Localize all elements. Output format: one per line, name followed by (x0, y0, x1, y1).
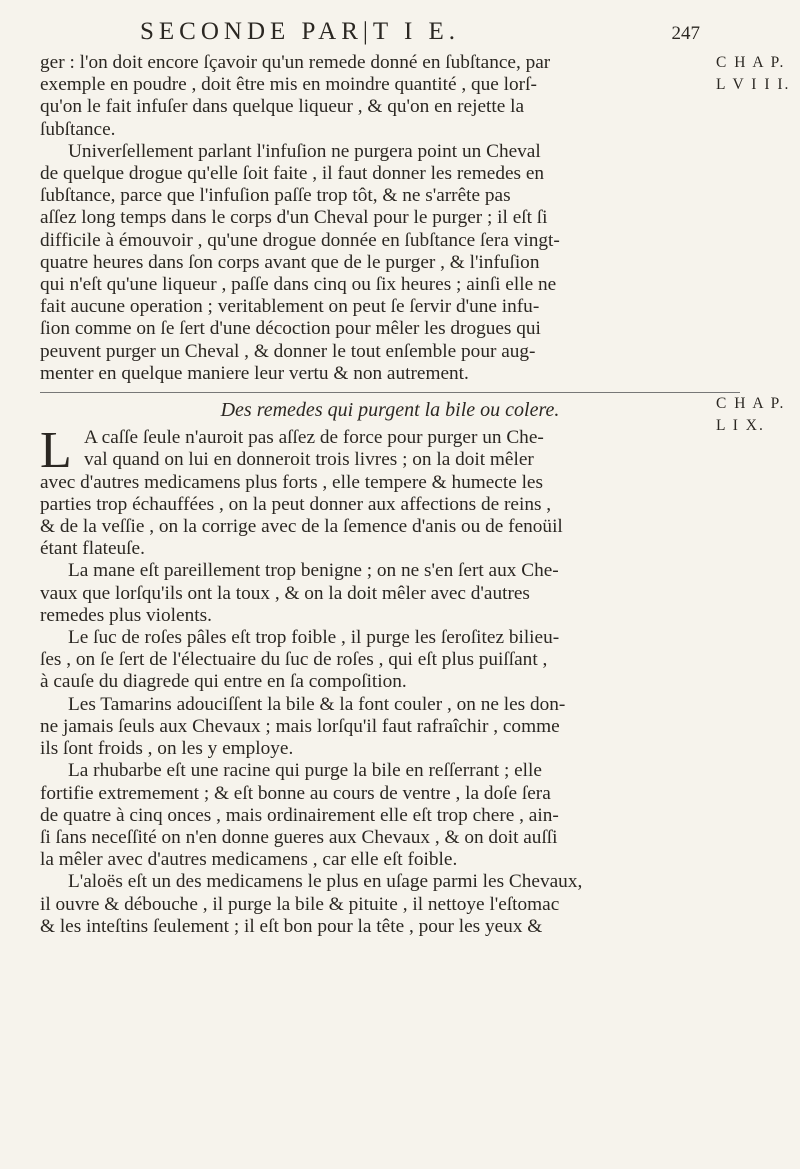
text-line: ſubſtance. (40, 118, 116, 140)
text-line: de quelque drogue qu'elle ſoit faite , il faut donner les remedes en (40, 163, 545, 185)
text-line: ſes , on ſe ſert de l'électuaire du ſuc de roſes , qui eſt plus puiſſant , (40, 649, 548, 671)
margin-note-chapter-58: C H A P. L V I I I. (716, 54, 791, 93)
text-line: étant flateuſe. (40, 538, 145, 560)
drop-cap: L (40, 422, 72, 480)
paragraph-8 (40, 871, 740, 938)
text-line: qui n'eſt qu'une liqueur , paſſe dans cinq ou ſix heures ; ainſi elle ne (40, 274, 557, 296)
text-line: menter en quelque maniere leur vertu & non autrement. (40, 362, 469, 384)
text-line: La mane eſt pareillement trop benigne ; on ne s'en ſert aux Che- (68, 560, 559, 582)
paragraph-5 (40, 627, 740, 694)
text-line: la mêler avec d'autres medicamens , car elle eſt foible. (40, 849, 458, 871)
text-line: Univerſellement parlant l'infuſion ne purgera point un Cheval (68, 140, 541, 162)
text-line: & de la veſſie , on la corrige avec de la ſemence d'anis ou de fenoüil (40, 516, 563, 538)
running-title: SECONDE PAR|T I E. (140, 18, 461, 45)
text-line: Le ſuc de roſes pâles eſt trop foible , il purge les ſeroſitez bilieu- (68, 627, 560, 649)
text-line: parties trop échauffées , on la peut donner aux affections de reins , (40, 493, 552, 515)
section-heading: Des remedes qui purgent la bile ou colere. (220, 399, 560, 422)
margin-note-chapter-59: C H A P. L I X. (716, 395, 786, 434)
section-divider (40, 392, 740, 393)
paragraph-4 (40, 560, 740, 627)
text-line: peuvent purger un Cheval , & donner le tout enſemble pour aug- (40, 340, 536, 362)
text-line: fait aucune operation ; veritablement on peut ſe ſervir d'une infu- (40, 296, 540, 318)
text-line: exemple en poudre , doit être mis en moindre quantité , que lorſ- (40, 74, 537, 96)
text-line: vaux que lorſqu'ils ont la toux , & on la doit mêler avec d'autres (40, 582, 530, 604)
text-line: L'aloës eſt un des medicamens le plus en uſage parmi les Chevaux, (68, 871, 583, 893)
text-line: A caſſe ſeule n'auroit pas aſſez de force pour purger un Che- (84, 427, 544, 449)
text-line: avec d'autres medicamens plus forts , elle tempere & humecte les (40, 471, 543, 493)
text-line: ſubſtance, parce que l'infuſion paſſe trop tôt, & ne s'arrête pas (40, 185, 511, 207)
text-line: quatre heures dans ſon corps avant que de le purger , & l'infuſion (40, 251, 540, 273)
text-line: de quatre à cinq onces , mais ordinairement elle eſt trop chere , ain- (40, 804, 559, 826)
text-line: ſi ſans neceſſité on n'en donne gueres aux Chevaux , & on doit auſſi (40, 826, 558, 848)
text-line: fortifie extremement ; & eſt bonne au cours de ventre , la doſe ſera (40, 782, 551, 804)
text-line: val quand on lui en donneroit trois livres ; on la doit mêler (84, 449, 534, 471)
text-line: qu'on le fait infuſer dans quelque liqueur , & qu'on en rejette la (40, 96, 525, 118)
text-line: remedes plus violents. (40, 604, 212, 626)
page-header (140, 18, 700, 46)
text-line: ſion comme on ſe ſert d'une décoction pour mêler les drogues qui (40, 318, 541, 340)
paragraph-7 (40, 760, 740, 871)
text-line: ne jamais ſeuls aux Chevaux ; mais lorſqu'il faut rafraîchir , comme (40, 715, 560, 737)
paragraph-2 (40, 141, 740, 385)
paragraph-3 (40, 422, 740, 560)
text-line: & les inteſtins ſeulement ; il eſt bon pour la tête , pour les yeux & (40, 915, 543, 937)
text-line: ils ſont froids , on les y employe. (40, 738, 294, 760)
text-line: ger : l'on doit encore ſçavoir qu'un remede donné en ſubſtance, par (40, 52, 551, 73)
text-line: aſſez long temps dans le corps d'un Cheval pour le purger ; il eſt ſi (40, 207, 548, 229)
page-number: 247 (671, 23, 700, 44)
body-text (40, 52, 740, 938)
text-line: à cauſe du diagrede qui entre en ſa compoſition. (40, 671, 407, 693)
text-line: La rhubarbe eſt une racine qui purge la bile en reſſerrant ; elle (68, 760, 542, 782)
paragraph-1 (40, 52, 740, 141)
text-line: il ouvre & débouche , il purge la bile & pituite , il nettoye l'eſtomac (40, 893, 560, 915)
paragraph-6 (40, 694, 740, 761)
text-line: Les Tamarins adouciſſent la bile & la font couler , on ne les don- (68, 693, 566, 715)
text-line: difficile à émouvoir , qu'une drogue donnée en ſubſtance ſera vingt- (40, 229, 560, 251)
